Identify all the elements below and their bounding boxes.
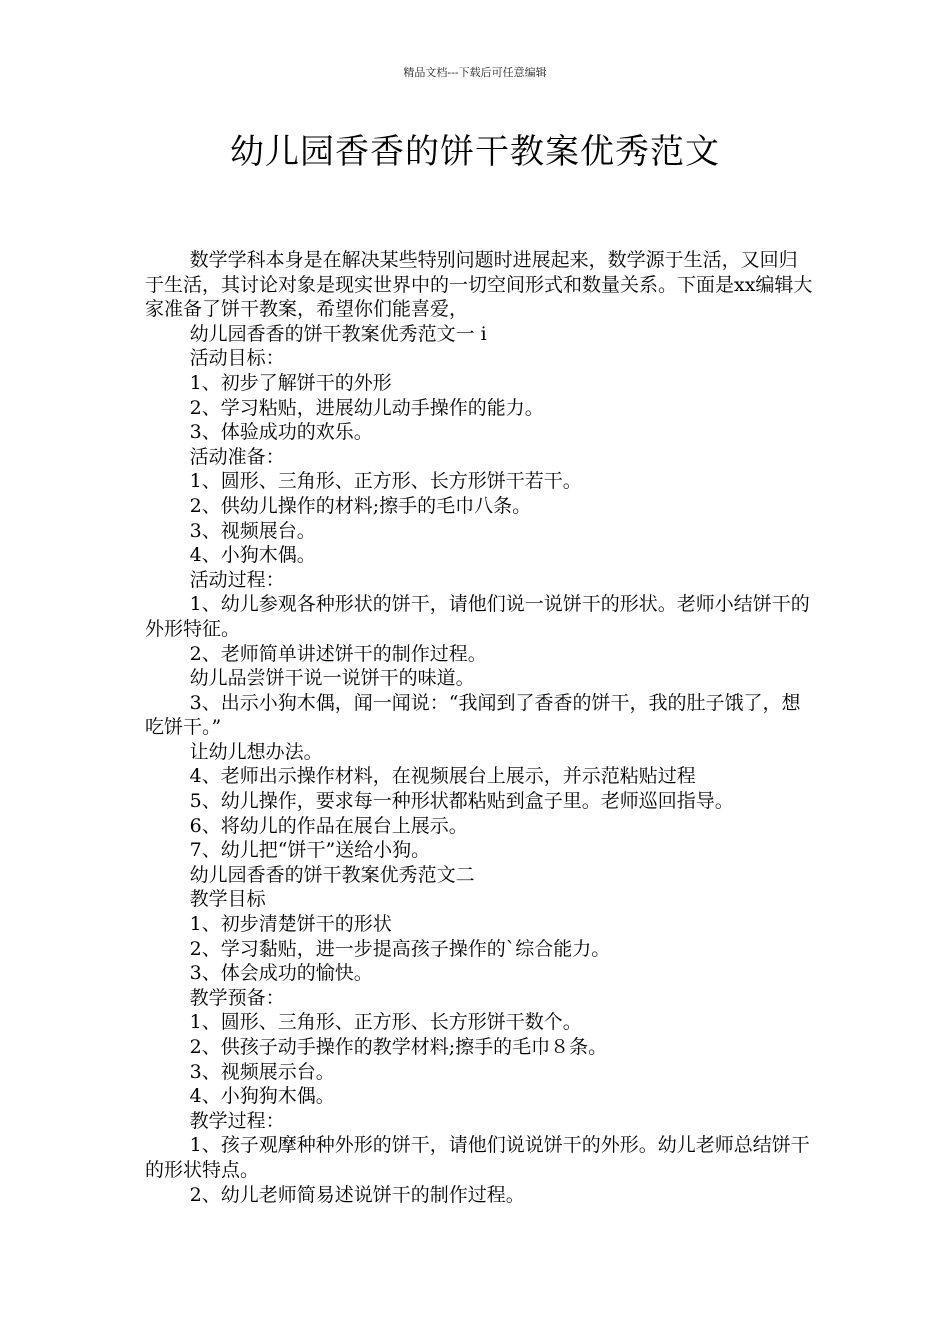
paragraph: 教学目标 <box>189 888 266 911</box>
paragraph: 让幼儿想办法。 <box>189 740 323 763</box>
header-note: 精品文档---下载后可任意编辑 <box>403 66 547 79</box>
paragraph: 2、学习粘贴，进展幼儿动手操作的能力。 <box>189 396 544 419</box>
paragraph: 2、学习黏贴，进一步提高孩子操作的`综合能力。 <box>189 937 611 960</box>
document-body <box>145 248 815 1207</box>
paragraph: 3、体会成功的愉快。 <box>189 962 373 985</box>
paragraph: 1、圆形、三角形、正方形、长方形饼干数个。 <box>189 1011 582 1034</box>
paragraph: 1、幼儿参观各种形状的饼干，请他们说一说饼干的形状。老师小结饼干的外形特征。 <box>145 593 810 640</box>
paragraph: 3、视频展台。 <box>189 519 316 542</box>
paragraph: 4、小狗木偶。 <box>189 544 316 567</box>
paragraph: 幼儿品尝饼干说一说饼干的味道。 <box>189 667 475 690</box>
paragraph: 2、供孩子动手操作的教学材料;擦手的毛巾８条。 <box>189 1036 608 1058</box>
paragraph: 活动过程： <box>189 568 285 591</box>
paragraph: 1、孩子观摩种种外形的饼干，请他们说说饼干的外形。幼儿老师总结饼干的形状特点。 <box>145 1134 810 1181</box>
paragraph: 幼儿园香香的饼干教案优秀范文二 <box>189 863 475 886</box>
paragraph: 幼儿园香香的饼干教案优秀范文一 i <box>189 322 487 345</box>
paragraph: 5、幼儿操作，要求每一种形状都粘贴到盒子里。老师巡回指导。 <box>189 790 734 813</box>
paragraph: 教学过程： <box>189 1109 285 1132</box>
paragraph: 7、幼儿把“饼干”送给小狗。 <box>189 839 431 862</box>
paragraph: 6、将幼儿的作品在展台上展示。 <box>189 814 468 837</box>
paragraph: 1、初步清楚饼干的形状 <box>189 913 392 936</box>
paragraph: 数学学科本身是在解决某些特别问题时进展起来，数学源于生活，又回归于生活，其讨论对象是现实世界中的一切空间形式和数量关系。下面是xx编辑大家准备了饼干教案，希望你们能喜爱， <box>145 249 813 321</box>
paragraph: 1、初步了解饼干的外形 <box>189 371 392 394</box>
paragraph: 3、出示小狗木偶，闻一闻说：“我闻到了香香的饼干，我的肚子饿了，想吃饼干。” <box>145 691 801 739</box>
paragraph: 2、幼儿老师简易述说饼干的制作过程。 <box>189 1183 525 1206</box>
paragraph: 4、老师出示操作材料，在视频展台上展示，并示范粘贴过程 <box>189 765 696 788</box>
paragraph: 3、体验成功的欢乐。 <box>189 421 373 444</box>
paragraph: 教学预备： <box>189 986 285 1009</box>
paragraph: 2、供幼儿操作的材料;擦手的毛巾八条。 <box>189 494 532 517</box>
paragraph: 活动准备： <box>189 445 285 468</box>
paragraph: 活动目标： <box>189 347 285 370</box>
paragraph: 4、小狗狗木偶。 <box>189 1085 335 1108</box>
paragraph: 1、圆形、三角形、正方形、长方形饼干若干。 <box>189 470 582 493</box>
document-title: 幼儿园香香的饼干教案优秀范文 <box>230 132 720 172</box>
paragraph: 3、视频展示台。 <box>189 1060 335 1083</box>
paragraph: 2、老师简单讲述饼干的制作过程。 <box>189 642 487 665</box>
